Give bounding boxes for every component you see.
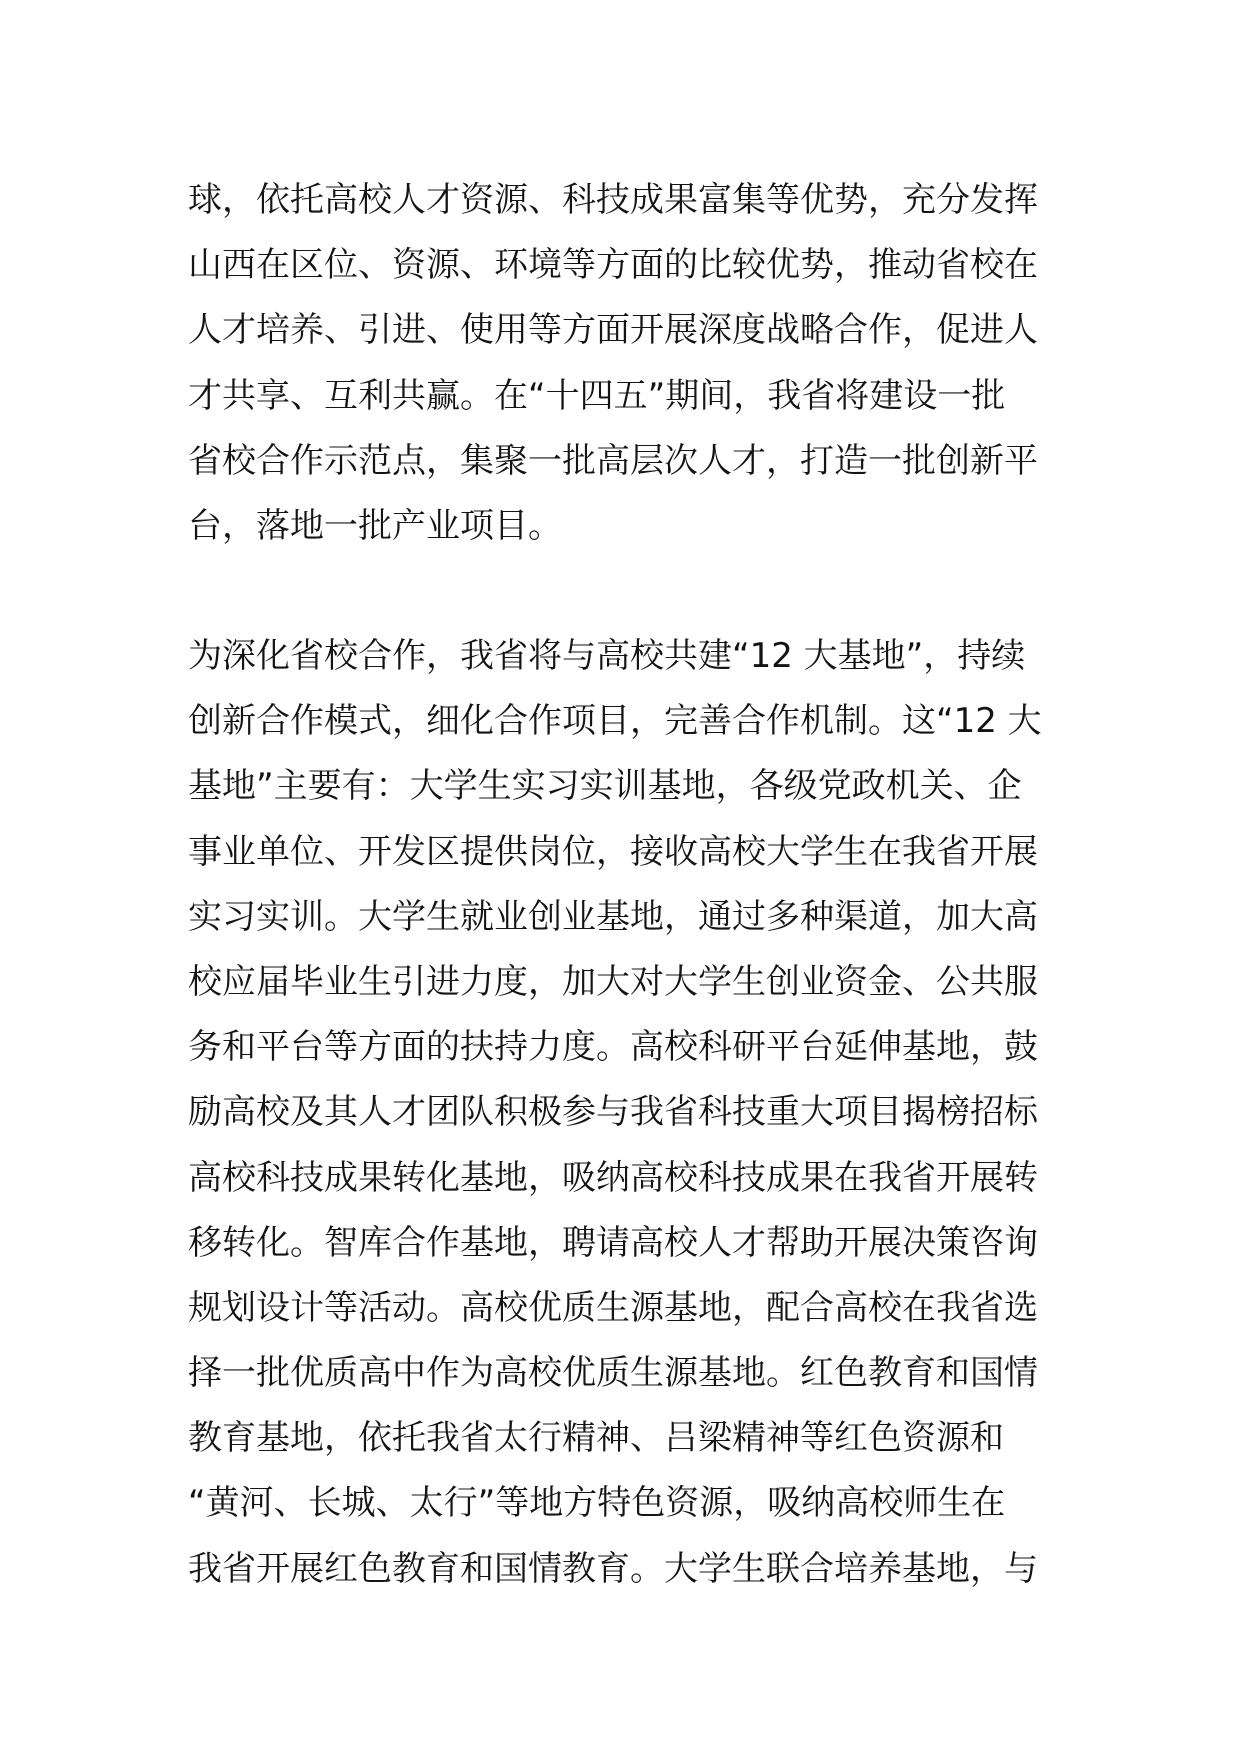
text-line: “黄河、长城、太行”等地方特色资源，吸纳高校师生在	[188, 1483, 1006, 1524]
text-line: 事业单位、开发区提供岗位，接收高校大学生在我省开展	[188, 831, 1038, 872]
text-line: 务和平台等方面的扶持力度。高校科研平台延伸基地，鼓	[188, 1027, 1038, 1068]
paragraph-2	[188, 624, 1068, 1602]
text-line: 我省开展红色教育和国情教育。大学生联合培养基地，与	[188, 1548, 1038, 1589]
text-line: 创新合作模式，细化合作项目，完善合作机制。这“12 大	[188, 701, 1042, 742]
text-line: 择一批优质高中作为高校优质生源基地。红色教育和国情	[188, 1353, 1038, 1394]
text-line: 规划设计等活动。高校优质生源基地，配合高校在我省选	[188, 1287, 1038, 1328]
text-line: 教育基地，依托我省太行精神、吕梁精神等红色资源和	[188, 1418, 1004, 1459]
text-line: 为深化省校合作，我省将与高校共建“12 大基地”，持续	[188, 636, 1026, 676]
text-line: 人才培养、引进、使用等方面开展深度战略合作，促进人	[188, 310, 1038, 351]
text-line: 移转化。智库合作基地，聘请高校人才帮助开展决策咨询	[188, 1222, 1038, 1263]
text-line: 山西在区位、资源、环境等方面的比较优势，推动省校在	[188, 245, 1038, 286]
text-line: 才共享、互利共赢。在“十四五”期间，我省将建设一批	[188, 375, 1006, 416]
text-line: 励高校及其人才团队积极参与我省科技重大项目揭榜招标	[188, 1092, 1038, 1133]
text-line: 台，落地一批产业项目。	[188, 505, 562, 546]
text-line: 实习实训。大学生就业创业基地，通过多种渠道，加大高	[188, 896, 1038, 937]
text-line: 校应届毕业生引进力度，加大对大学生创业资金、公共服	[188, 961, 1038, 1002]
text-line: 基地”主要有：大学生实习实训基地，各级党政机关、企	[188, 766, 1022, 807]
text-line: 球，依托高校人才资源、科技成果富集等优势，充分发挥	[188, 180, 1038, 220]
text-line: 省校合作示范点，集聚一批高层次人才，打造一批创新平	[188, 440, 1038, 481]
paragraph-1	[188, 168, 1068, 559]
text-line: 高校科技成果转化基地，吸纳高校科技成果在我省开展转	[188, 1157, 1038, 1198]
